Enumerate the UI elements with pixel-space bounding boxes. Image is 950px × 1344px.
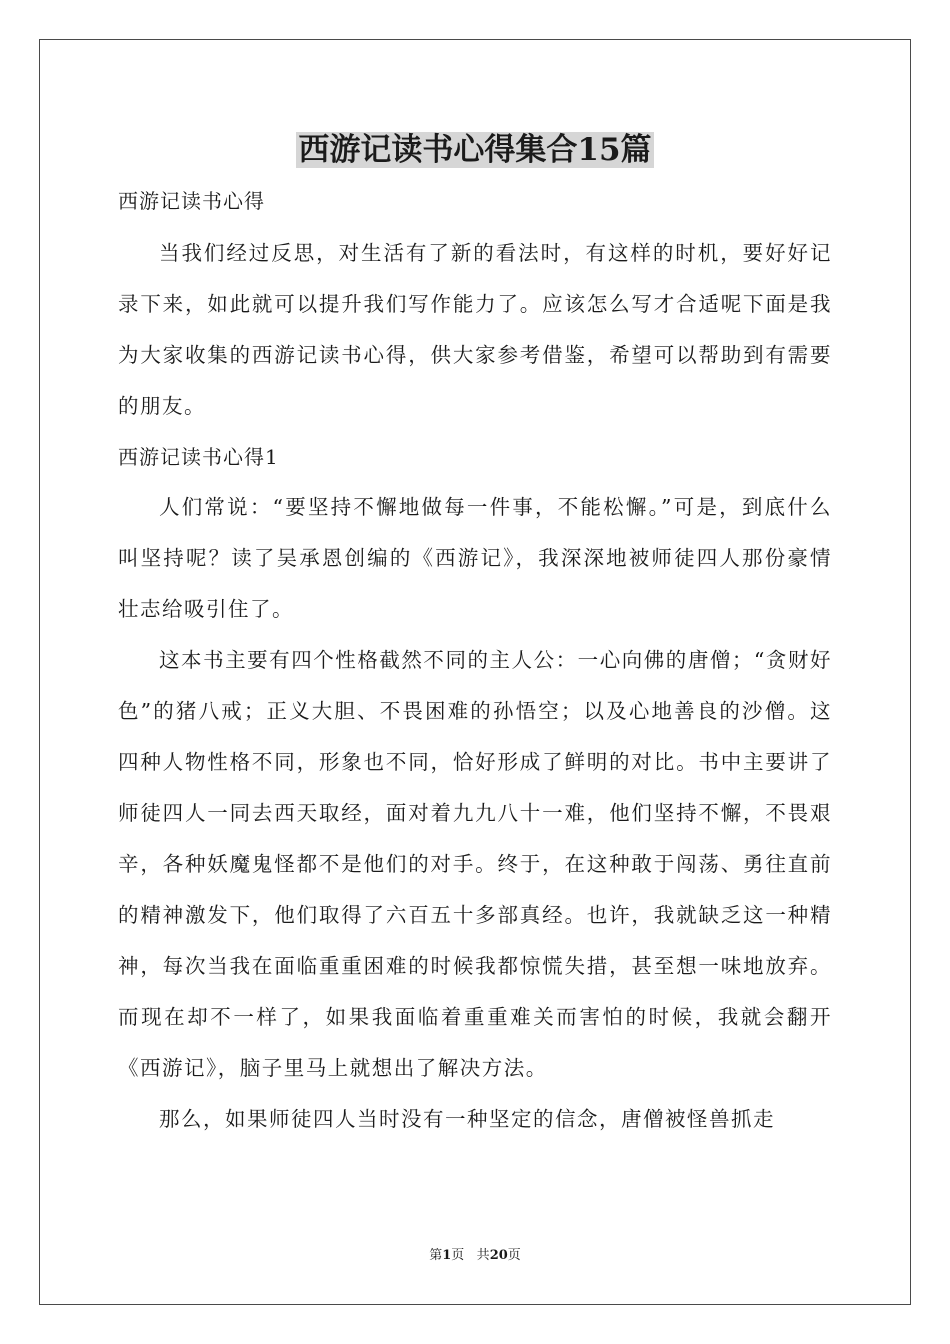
page-total: 20 — [489, 1248, 508, 1263]
page-footer — [0, 1247, 950, 1265]
document-title-text: 西游记读书心得集合15篇 — [298, 132, 652, 168]
section-heading: 西游记读书心得 — [118, 189, 265, 213]
paragraph: 这本书主要有四个性格截然不同的主人公：一心向佛的唐僧；“贪财好色”的猪八戒；正义大胆、不畏困难的孙悟空；以及心地善良的沙僧。这四种人物性格不同，形象也不同，恰好形成了鲜明的对比。书中主要讲了师徒四人一同去西天取经，面对着九九八十一难，他们坚持不懈，不畏艰辛，各种妖魔鬼怪都不是他们的对手。终于，在这种敢于闯荡、勇往直前的精神激发下，他们取得了六百五十多部真经。也许，我就缺乏这一种精神，每次当我在面临重重困难的时候我都惊慌失措，甚至想一味地放弃。而现在却不一样了，如果我面临着重重难关而害怕的时候，我就会翻开《西游记》，脑子里马上就想出了解决方法。 — [118, 648, 832, 1080]
page-number-prefix: 第 — [429, 1248, 443, 1263]
paragraph: 当我们经过反思，对生活有了新的看法时，有这样的时机，要好好记录下来，如此就可以提升我们写作能力了。应该怎么写才合适呢下面是我为大家收集的西游记读书心得，供大家参考借鉴，希望可以帮助到有需要的朋友。 — [118, 241, 832, 418]
paragraph: 那么，如果师徒四人当时没有一种坚定的信念，唐僧被怪兽抓走 — [159, 1107, 775, 1131]
page-total-prefix: 共 — [476, 1248, 490, 1263]
page-number-suffix: 页 — [451, 1248, 465, 1263]
page-total-suffix: 页 — [507, 1248, 521, 1263]
document-title — [0, 128, 950, 172]
paragraph: 人们常说：“要坚持不懈地做每一件事，不能松懈。”可是，到底什么叫坚持呢？读了吴承恩创编的《西游记》，我深深地被师徒四人那份豪情壮志给吸引住了。 — [118, 495, 832, 621]
document-body — [118, 176, 832, 1145]
page-number-current: 1 — [442, 1248, 452, 1263]
section-heading: 西游记读书心得1 — [118, 445, 279, 469]
